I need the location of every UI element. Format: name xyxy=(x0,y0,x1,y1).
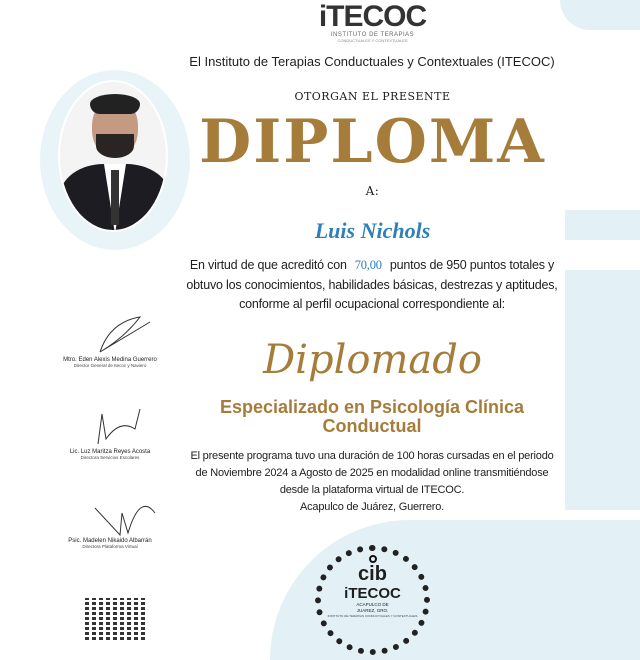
signer-name: Lic. Luz Maritza Reyes Acosta xyxy=(69,449,151,455)
text: obtuvo los conocimientos, habilidades básicas, destrezas y aptitudes, xyxy=(186,277,558,292)
granting-text: OTORGAN EL PRESENTE xyxy=(294,90,451,103)
signature-mark xyxy=(40,404,180,449)
program-details xyxy=(150,448,594,516)
program-type: Diplomado xyxy=(263,337,482,383)
signature-block xyxy=(40,493,180,549)
signer-role: Directora Plataforma Virtual xyxy=(82,544,138,549)
to-label: A: xyxy=(365,184,380,198)
signature-block xyxy=(40,404,180,460)
detail-line: de Noviembre 2024 a Agosto de 2025 en modalidad online transmitiéndose xyxy=(195,467,549,479)
score: 70,00 xyxy=(354,258,382,272)
institution-name: El Instituto de Terapias Conductuales y Contextuales (ITECOC) xyxy=(189,54,555,69)
qr-code[interactable] xyxy=(85,598,147,640)
itecoc-seal xyxy=(315,545,430,655)
signature-mark xyxy=(40,493,180,538)
recipient-photo xyxy=(58,80,168,232)
signer-name: Psic. Madelen Nikaido Albarrán xyxy=(68,538,152,544)
accreditation-text xyxy=(150,256,594,315)
diploma-title: DIPLOMA xyxy=(199,107,546,177)
seal-ring-text: INSTITUTO DE TERAPIAS CONDUCTUALES Y CONTEXTUALES xyxy=(327,614,418,618)
bg-shape xyxy=(565,210,640,240)
itecoc-logo: iTECOC xyxy=(318,0,427,33)
seal-emblem: cib xyxy=(358,563,387,585)
signature-mark xyxy=(40,312,180,357)
detail-line: El presente programa tuvo una duración de 100 horas cursadas en el periodo xyxy=(190,450,554,462)
text: En virtud de que acreditó con xyxy=(189,258,347,272)
program-name xyxy=(150,398,594,436)
recipient-name: Luis Nichols xyxy=(314,218,431,243)
program-name-line: Conductual xyxy=(322,416,422,436)
bg-shape xyxy=(560,0,640,30)
program-name-line: Especializado en Psicología Clínica xyxy=(219,397,525,417)
header xyxy=(180,2,565,43)
text: conforme al perfil ocupacional correspondiente al: xyxy=(239,297,505,311)
detail-line: desde la plataforma virtual de ITECOC. xyxy=(279,484,465,496)
detail-line: Acapulco de Juárez, Guerrero. xyxy=(300,501,444,513)
logo-subtitle: INSTITUTO DE TERAPIAS xyxy=(330,32,415,38)
signature-block xyxy=(40,312,180,368)
signer-role: Director General de Itecoc y Naviero xyxy=(73,363,147,368)
seal-location: ACAPULCO DE JUAREZ, GRO. xyxy=(356,602,389,613)
logo-subtitle-2: CONDUCTUALES Y CONTEXTUALES xyxy=(337,38,408,43)
signer-role: Directora Servicios Escolares xyxy=(80,455,140,460)
seal-logo: iTECOC xyxy=(344,585,401,602)
signer-name: Mtro. Eden Alexis Medina Guerrero xyxy=(63,357,157,363)
text: puntos de 950 puntos totales y xyxy=(389,258,555,272)
